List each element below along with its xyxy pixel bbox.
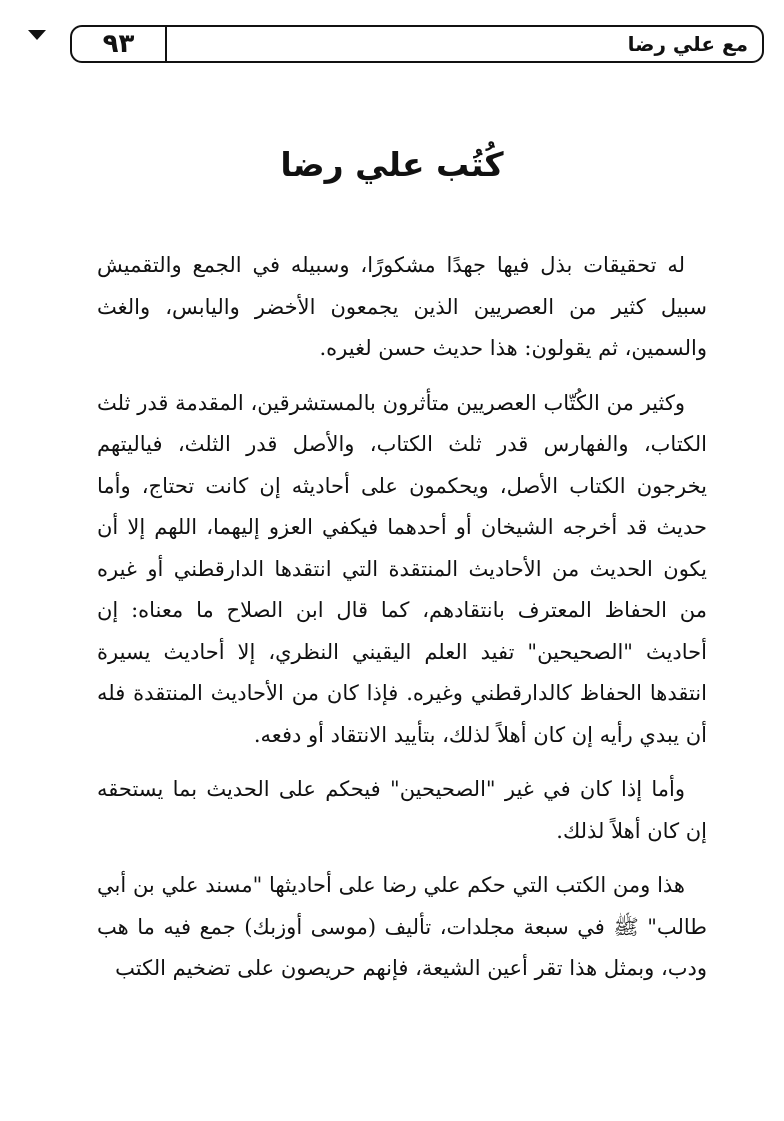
running-title: مع علي رضا — [627, 32, 748, 56]
paragraph-2: وكثير من الكُتّاب العصريين متأثرون بالمستشرقين، المقدمة قدر ثلث الكتاب، والفهارس قدر ثلث الكتاب، والأصل قدر الثلث، فياليتهم يخرجون الكتاب الأصل، ويحكمون على أحاديثه إن كانت تحتاج، وأما حديث قد أخرجه الشيخان أو أحدهما فيكفي العزو إليهما، اللهم إلا أن يكون الحديث من الأحاديث المنتقدة التي انتقدها الدارقطني أو غيره من الحفاظ المعترف بانتقادهم، كما قال ابن الصلاح ما معناه: إن أحاديث "الصحيحين" تفيد العلم اليقيني النظري، إلا أحاديث يسيرة انتقدها الحفاظ كالدارقطني وغيره. فإذا كان من الأحاديث المنتقدة فله أن يبدي رأيه إن كان أهلاً لذلك، بتأييد الانتقاد أو دفعه. — [97, 390, 707, 747]
chapter-title: كُتُب علي رضا — [280, 145, 504, 184]
running-header — [70, 25, 764, 63]
body-text — [97, 245, 707, 1003]
header-divider — [165, 27, 167, 61]
paragraph-1: له تحقيقات بذل فيها جهدًا مشكورًا، وسبيله في الجمع والتقميش سبيل كثير من العصريين الذين يجمعون الأخضر واليابس، والغث والسمين، ثم يقولون: هذا حديث حسن لغيره. — [97, 253, 707, 360]
paragraph-4: هذا ومن الكتب التي حكم علي رضا على أحاديثها "مسند علي بن أبي طالب" ﷺ في سبعة مجلدات، تأليف (موسى أوزبك) جمع فيه ما هب ودب، وبمثل هذا تقر أعين الشيعة، فإنهم حريصون على تضخيم الكتب — [97, 873, 707, 980]
page-number: ٩٣ — [102, 29, 135, 59]
corner-ornament-icon — [28, 30, 46, 40]
paragraph-3: وأما إذا كان في غير "الصحيحين" فيحكم على الحديث بما يستحقه إن كان أهلاً لذلك. — [97, 777, 707, 843]
